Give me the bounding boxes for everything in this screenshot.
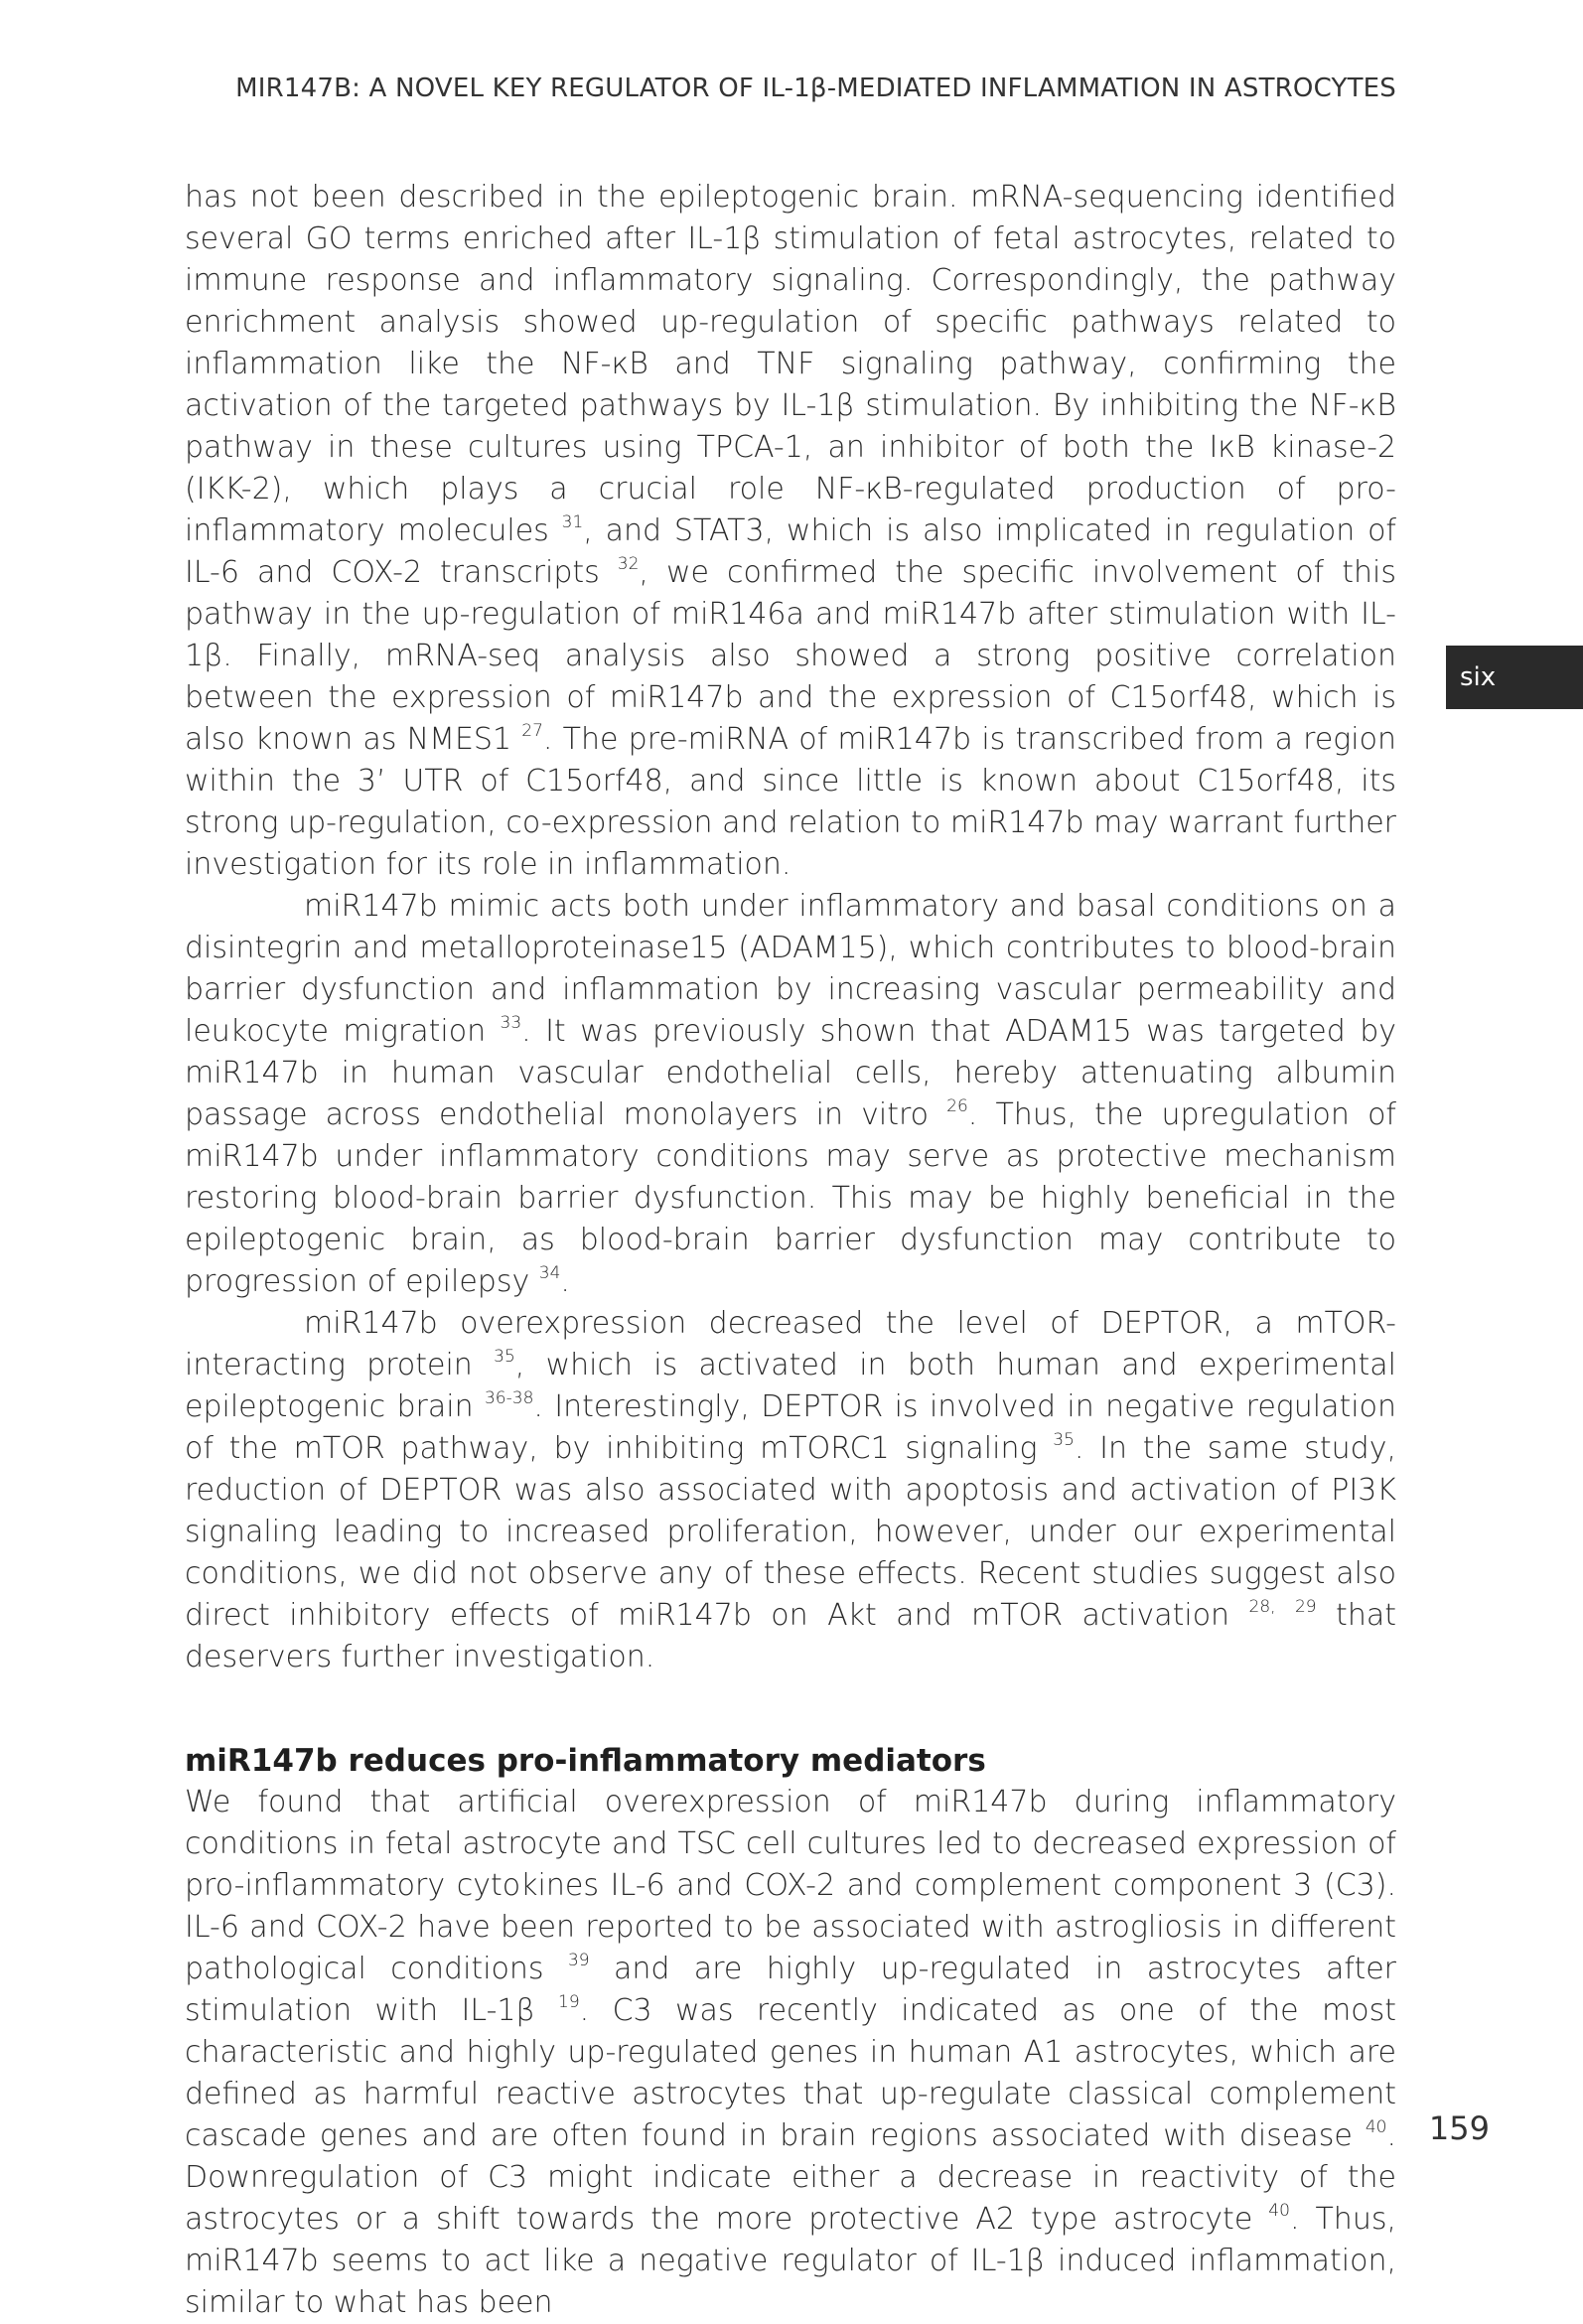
citation-ref: 40 xyxy=(1365,2117,1387,2137)
body-text xyxy=(185,177,1396,2324)
section-heading: miR147b reduces pro-inflammatory mediators xyxy=(185,1743,986,1779)
page-number: 159 xyxy=(1428,2109,1490,2147)
text-run: and are highly up-regulated in astrocytes after stimulation with IL-1β xyxy=(185,1952,1396,2028)
citation-ref: 19 xyxy=(558,1992,580,2012)
running-header: MIR147B: A NOVEL KEY REGULATOR OF IL-1β-MEDIATED INFLAMMATION IN ASTROCYTES xyxy=(235,73,1396,103)
text-run: has not been described in the epileptogenic brain. mRNA-sequencing identified several GO terms enriched after IL-1β stimulation of fetal astrocytes, related to immune response and inflammatory signaling. Correspondingly, the pathway enrichment analysis showed up-regulation of specific pathways related to inflammation like the NF-κB and TNF signaling pathway, confirming the activation of the targeted pathways by IL-1β stimulation. By inhibiting the NF-κB pathway in these cultures using TPCA-1, an inhibitor of both the IκB kinase-2 (IKK-2), which plays a crucial role NF-κB-regulated production of pro-inflammatory molecules xyxy=(185,180,1396,548)
text-run: We found that artificial overexpression of miR147b during inflammatory conditions in fetal astrocyte and TSC cell cultures led to decreased expression of pro-inflammatory cytokines IL-6 and COX-2 and complement component 3 (C3). IL-6 and COX-2 have been reported to be associated with astrogliosis in different pathological conditions xyxy=(185,1785,1396,1986)
citation-ref: 32 xyxy=(617,554,640,574)
citation-ref: 40 xyxy=(1268,2201,1290,2221)
text-run: , we confirmed the specific involvement of this pathway in the up-regulation of miR146a and miR147b after stimulation with IL-1β. Finally, mRNA-seq analysis also showed a strong positive correlation between the expression of miR147b and the expression of C15orf48, which is also known as NMES1 xyxy=(185,555,1396,757)
citation-ref: 28, xyxy=(1248,1597,1276,1617)
text-run: . It was previously shown that ADAM15 was targeted by miR147b in human vascular endothelial cells, hereby attenuating albumin passage across endothelial monolayers in vitro xyxy=(185,1014,1397,1132)
text-run: miR147b overexpression decreased the level of DEPTOR, a mTOR-interacting protein xyxy=(185,1306,1396,1382)
paragraph xyxy=(185,177,1396,886)
citation-ref: 31 xyxy=(561,512,584,532)
text-run: . C3 was recently indicated as one of the most characteristic and highly up-regulated genes in human A1 astrocytes, which are defined as harmful reactive astrocytes that up-regulate classical complement cascade genes and are often found in brain regions associated with disease xyxy=(185,1993,1396,2153)
citation-ref: 26 xyxy=(946,1096,968,1116)
paragraph xyxy=(185,1303,1396,1678)
text-run: . Interestingly, DEPTOR is involved in negative regulation of the mTOR pathway, by inhibiting mTORC1 signaling xyxy=(185,1389,1396,1466)
text-run: , and STAT3, which is also implicated in regulation of IL-6 and COX-2 transcripts xyxy=(185,513,1396,590)
text-run xyxy=(1276,1598,1295,1633)
text-run: . The pre-miRNA of miR147b is transcribed from a region within the 3’ UTR of C15orf48, and since little is known about C15orf48, its strong up-regulation, co-expression and relation to miR147b may warrant further investigation for its role in inflammation. xyxy=(185,722,1397,882)
text-run: . In the same study, reduction of DEPTOR was also associated with apoptosis and activation of PI3K signaling leading to increased proliferation, however, under our experimental conditions, we did not observe any of these effects. Recent studies suggest also direct inhibitory effects of miR147b on Akt and mTOR activation xyxy=(185,1431,1396,1633)
citation-ref: 33 xyxy=(500,1013,522,1033)
text-run: . Downregulation of C3 might indicate either a decrease in reactivity of the astrocytes or a shift towards the more protective A2 type astrocyte xyxy=(185,2118,1396,2237)
text-run: that deservers further investigation. xyxy=(185,1598,1396,1674)
text-run: miR147b mimic acts both under inflammatory and basal conditions on a disintegrin and metalloproteinase15 (ADAM15), which contributes to blood-brain barrier dysfunction and inflammation by increasing vascular permeability and leukocyte migration xyxy=(185,889,1396,1049)
citation-ref: 39 xyxy=(567,1951,590,1970)
paragraph xyxy=(185,1782,1396,2324)
text-run: . xyxy=(560,1264,570,1299)
text-run: . Thus, miR147b seems to act like a negative regulator of IL-1β induced inflammation, similar to what has been xyxy=(185,2202,1396,2320)
citation-ref: 35 xyxy=(1053,1430,1075,1450)
text-run: . Thus, the upregulation of miR147b under inflammatory conditions may serve as protective mechanism restoring blood-brain barrier dysfunction. This may be highly beneficial in the epileptogenic brain, as blood-brain barrier dysfunction may contribute to progression of epilepsy xyxy=(185,1097,1396,1299)
citation-ref: 29 xyxy=(1294,1597,1317,1617)
paragraph xyxy=(185,886,1396,1303)
text-run: , which is activated in both human and experimental epileptogenic brain xyxy=(185,1348,1397,1424)
citation-ref: 36-38 xyxy=(484,1388,534,1408)
chapter-tab-label: six xyxy=(1460,662,1497,692)
citation-ref: 35 xyxy=(494,1347,515,1367)
citation-ref: 27 xyxy=(521,721,543,741)
chapter-tab xyxy=(1446,646,1583,709)
citation-ref: 34 xyxy=(538,1263,561,1283)
